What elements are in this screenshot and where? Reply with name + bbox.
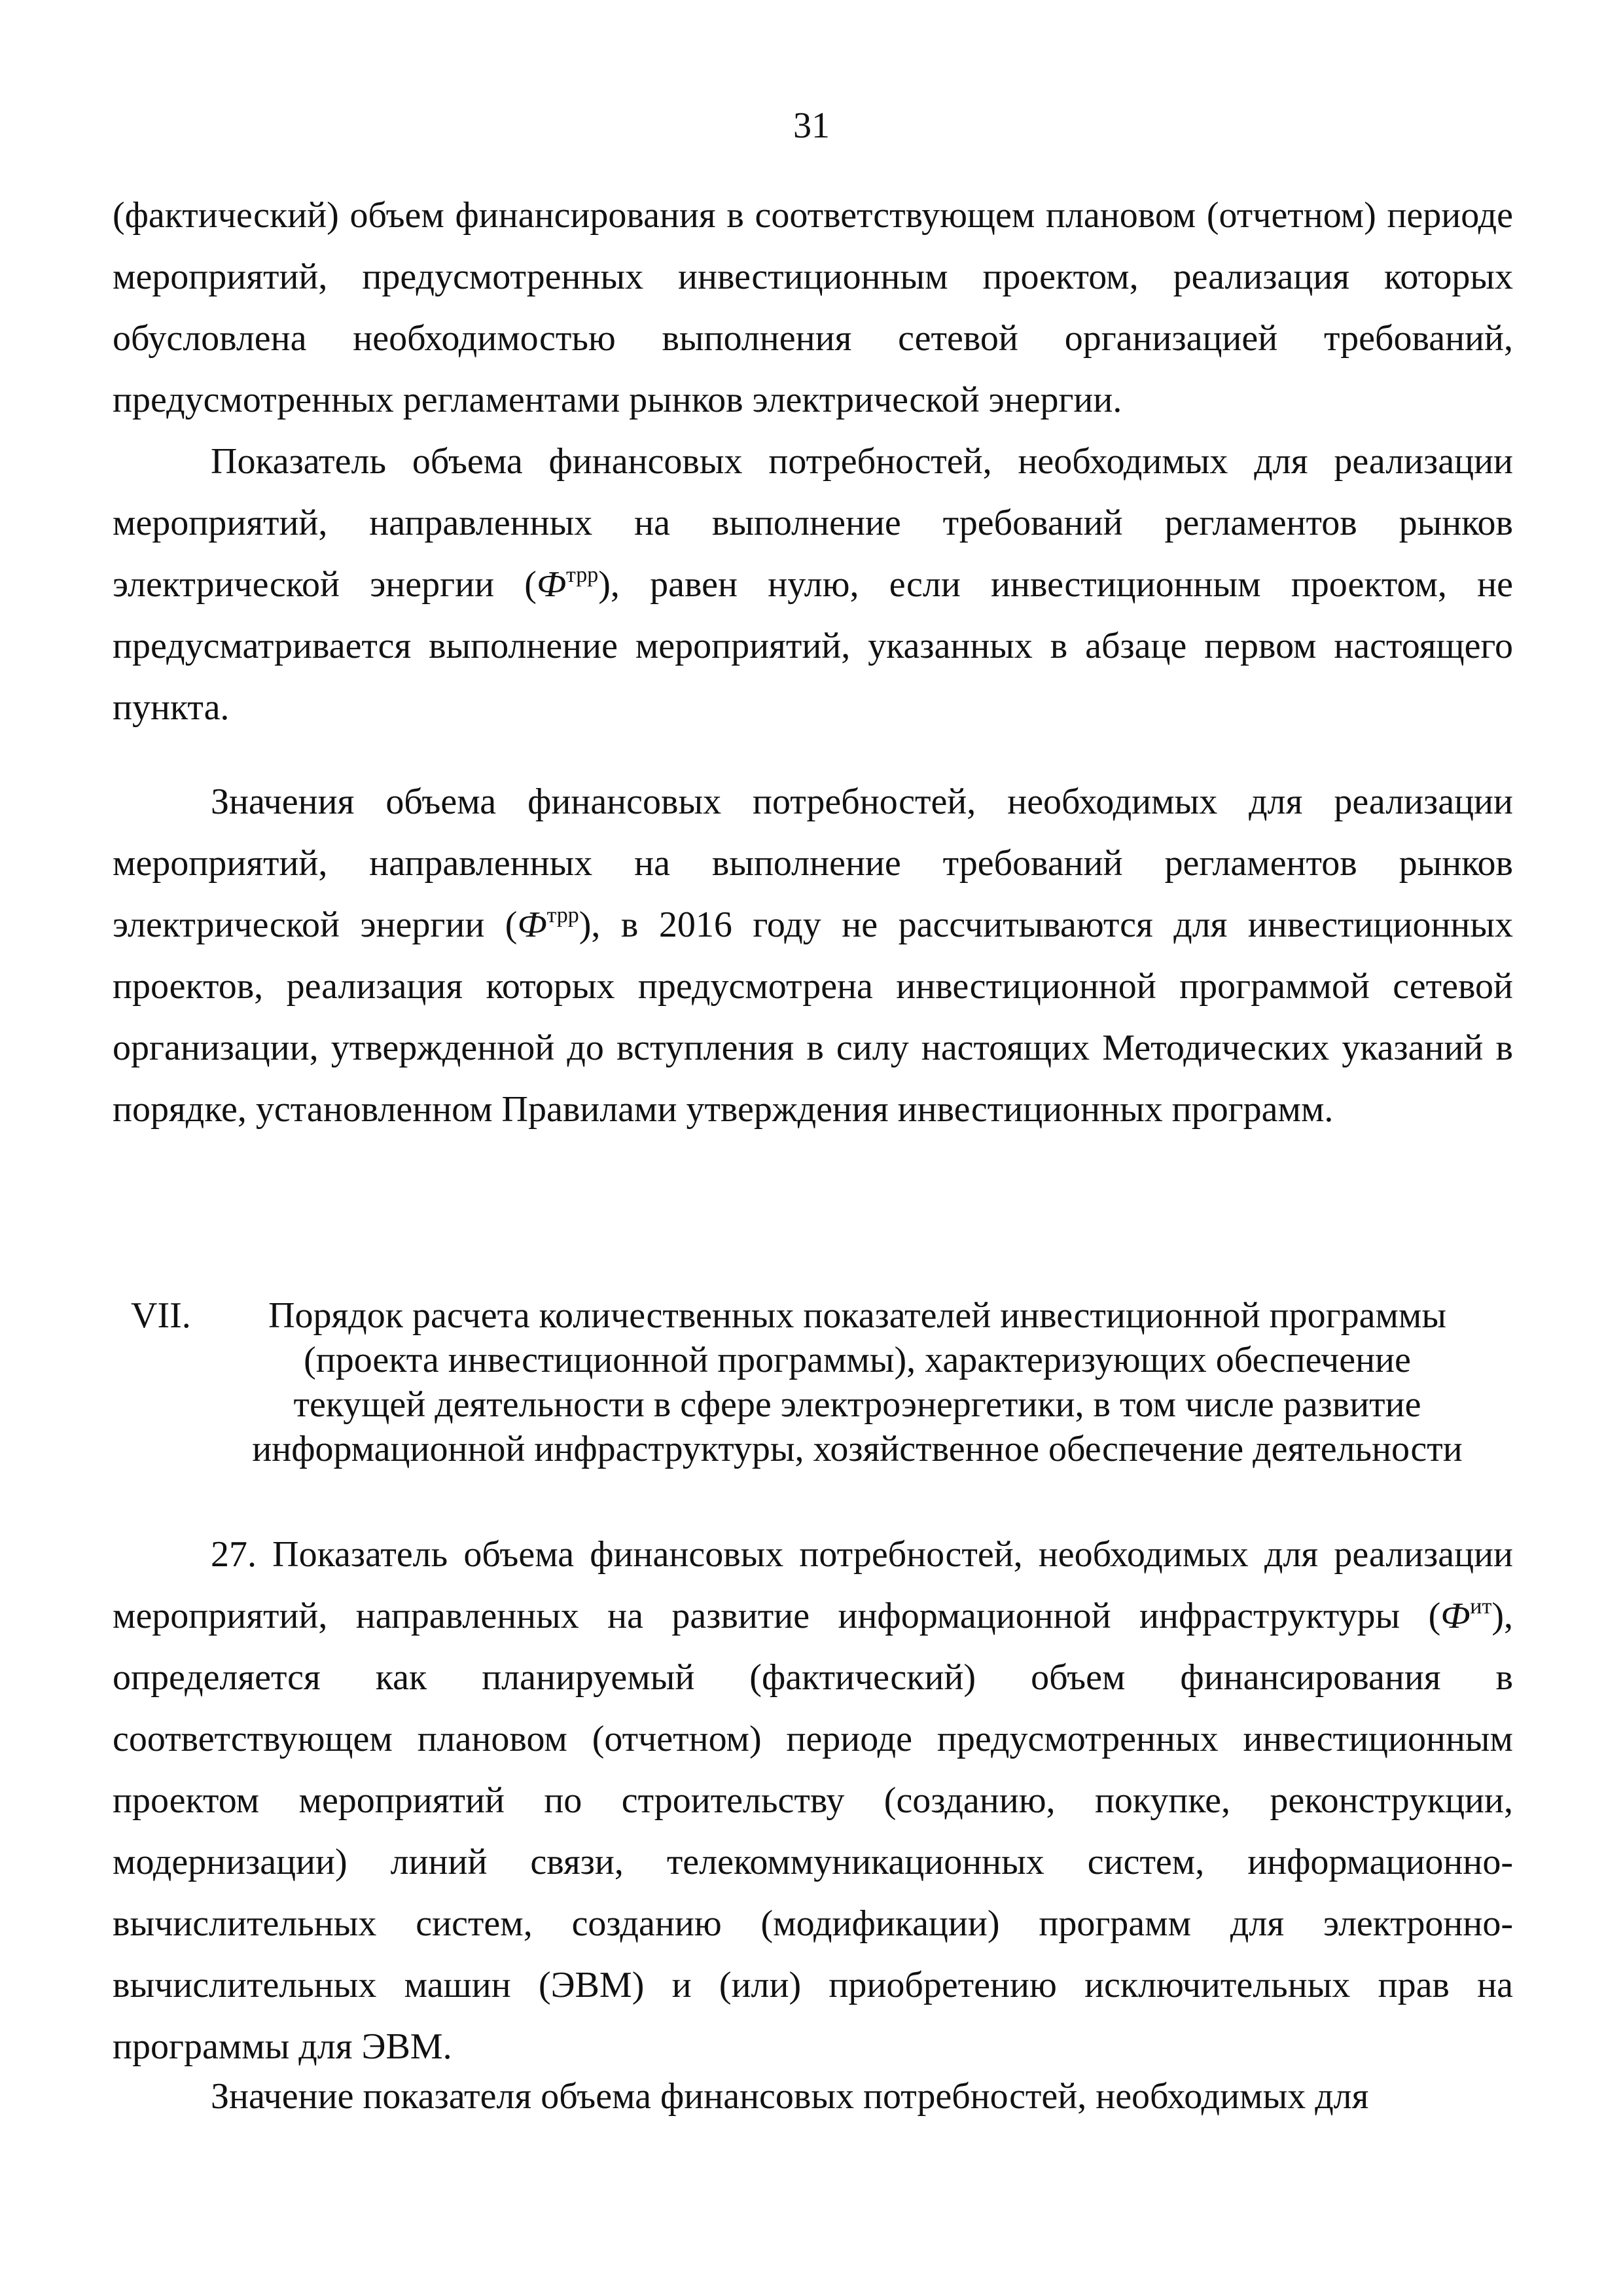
section-title-line: информационной инфраструктуры, хозяйственное обеспечение деятельности bbox=[252, 1429, 1463, 1469]
paragraph-continuation: (фактический) объем финансирования в соответствующем плановом (отчетном) периоде мероприятий, предусмотренных инвестиционным проектом, реализация которых обусловлена необходимостью выполнения сетевой организацией требований, предусмотренных регламентами рынков электрической энергии. bbox=[113, 195, 1513, 420]
paragraph-next: Значение показателя объема финансовых потребностей, необходимых для bbox=[211, 2076, 1369, 2117]
formula-superscript: трр bbox=[566, 563, 599, 587]
paragraph-text: ), определяется как планируемый (фактический) объем финансирования в соответствующем плановом (отчетном) периоде предусмотренных инвестиционным проектом мероприятий по строительству (созданию, покупке, реконструкции, модернизации) линий связи, телекоммуникационных систем, информационно-вычислительных систем, созданию (модификации) программ для электронно-вычислительных машин (ЭВМ) и (или) приобретению исключительных прав на программы для ЭВМ. bbox=[113, 1596, 1513, 2067]
formula-superscript: ит bbox=[1470, 1594, 1492, 1619]
paragraph-item-27 bbox=[113, 1524, 1513, 2077]
section-title bbox=[209, 1293, 1505, 1471]
formula-symbol: Ф bbox=[536, 564, 566, 605]
section-title-line: текущей деятельности в сфере электроэнергетики, в том числе развитие bbox=[293, 1384, 1421, 1425]
paragraph-text: Значения объема финансовых потребностей, необходимых для реализации мероприятий, направленных на выполнение требований регламентов рынков электрической энергии ( bbox=[113, 781, 1513, 945]
formula-superscript: трр bbox=[546, 903, 579, 927]
paragraph-text: ), равен нулю, если инвестиционным проектом, не предусматривается выполнение мероприятий, указанных в абзаце первом настоящего пункта. bbox=[113, 564, 1513, 728]
paragraph-text: Показатель объема финансовых потребностей, необходимых для реализации мероприятий, направленных на выполнение требований регламентов рынков электрической энергии ( bbox=[113, 441, 1513, 605]
paragraph-text: 27. Показатель объема финансовых потребностей, необходимых для реализации мероприятий, направленных на развитие информационной инфраструктуры ( bbox=[113, 1534, 1513, 1636]
formula-symbol: Ф bbox=[1440, 1596, 1471, 1636]
paragraph-text: ), в 2016 году не рассчитываются для инвестиционных проектов, реализация которых предусмотрена инвестиционной программой сетевой организации, утвержденной до вступления в силу настоящих Методических указаний в порядке, установленном Правилами утверждения инвестиционных программ. bbox=[113, 905, 1514, 1130]
section-title-line: Порядок расчета количественных показателей инвестиционной программы bbox=[268, 1295, 1446, 1336]
paragraph-trr-zero bbox=[113, 431, 1513, 738]
formula-symbol: Ф bbox=[517, 905, 547, 945]
section-title-line: (проекта инвестиционной программы), характеризующих обеспечение bbox=[304, 1340, 1411, 1380]
section-number: VII. bbox=[131, 1295, 191, 1336]
paragraph-trr-2016 bbox=[113, 771, 1513, 1140]
page-number: 31 bbox=[793, 105, 830, 146]
